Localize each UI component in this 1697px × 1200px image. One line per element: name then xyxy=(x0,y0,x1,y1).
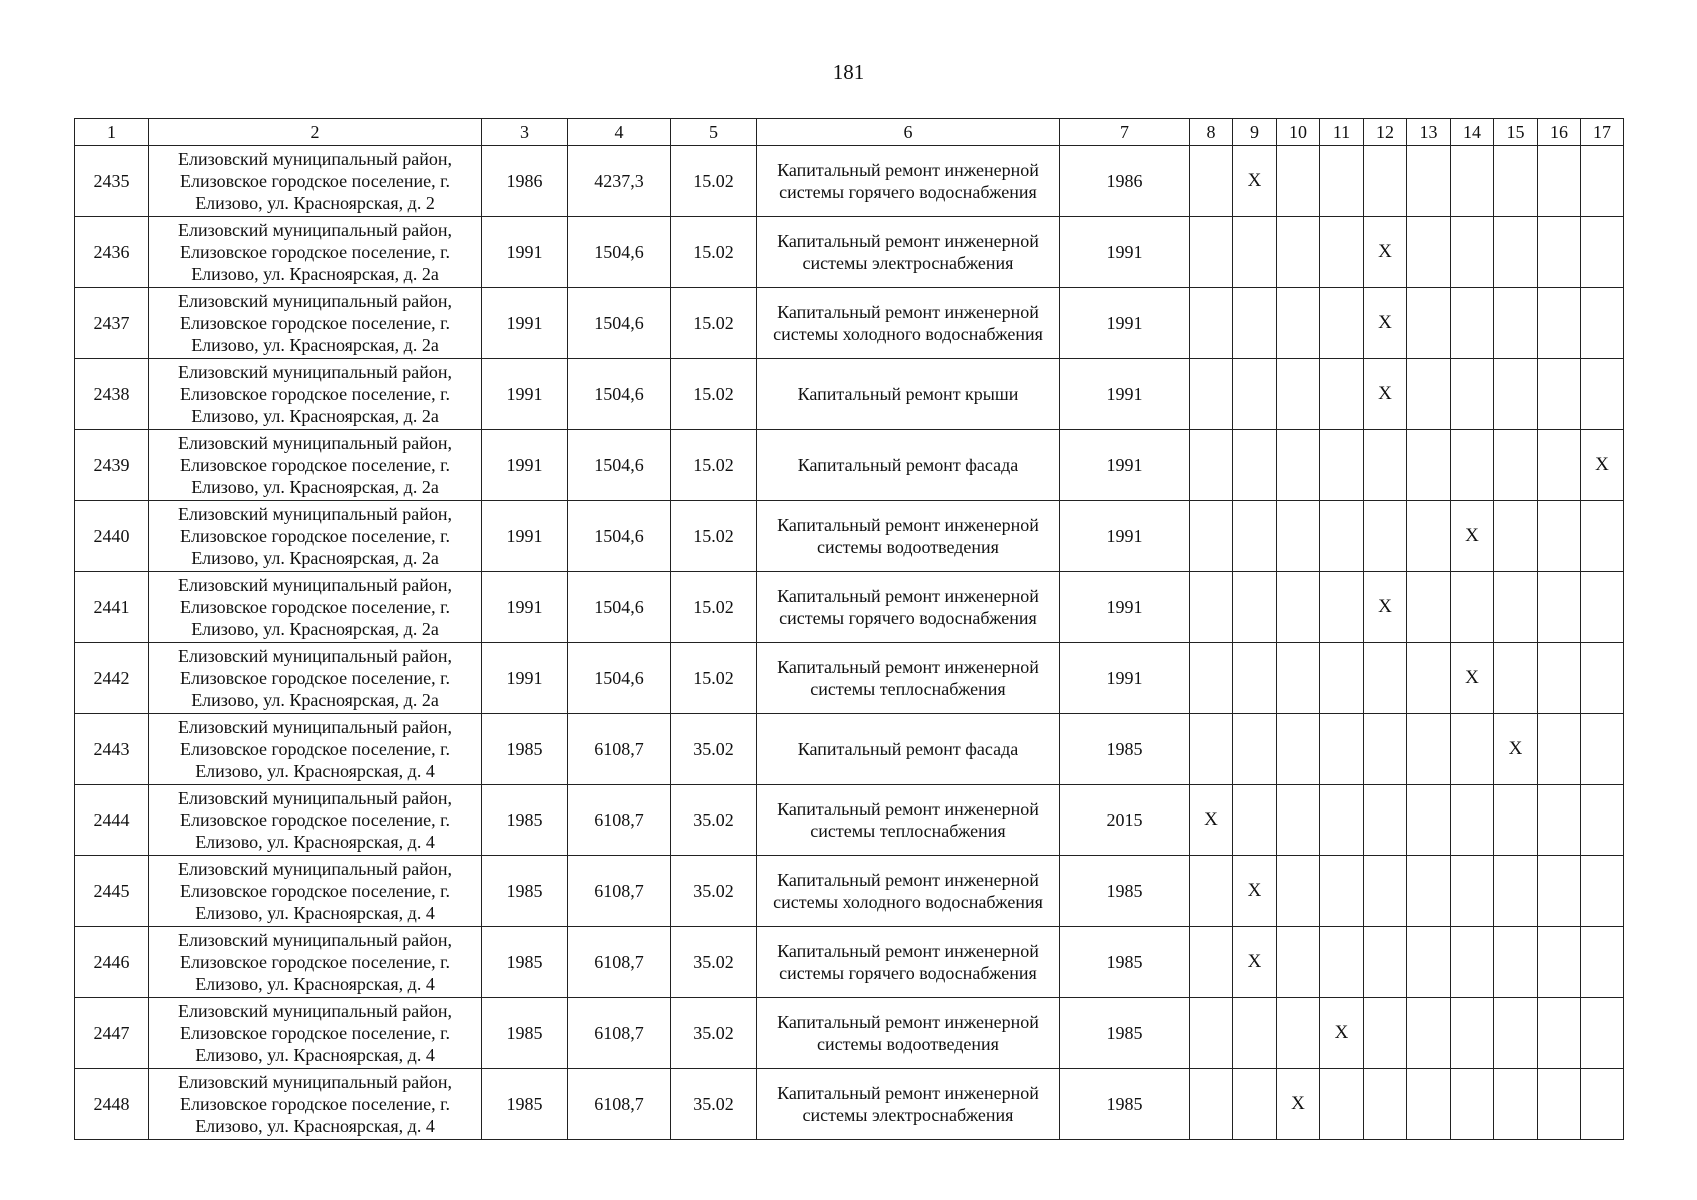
table-row xyxy=(75,572,1624,643)
period-mark-cell xyxy=(1364,856,1407,927)
column-number-row xyxy=(75,119,1624,146)
period-mark-cell xyxy=(1190,359,1233,430)
period-mark-cell: X xyxy=(1277,1069,1320,1140)
row-number-cell: 2444 xyxy=(75,785,149,856)
period-mark-cell xyxy=(1581,572,1624,643)
period-mark-cell xyxy=(1494,217,1538,288)
period-mark-cell xyxy=(1538,359,1581,430)
period-mark-cell xyxy=(1190,430,1233,501)
table-row xyxy=(75,430,1624,501)
period-mark-cell xyxy=(1190,572,1233,643)
period-mark-cell xyxy=(1233,288,1277,359)
column-number-header: 15 xyxy=(1494,119,1538,146)
period-mark-cell xyxy=(1581,146,1624,217)
period-mark-cell xyxy=(1407,217,1451,288)
period-mark-cell xyxy=(1538,146,1581,217)
period-mark-cell xyxy=(1451,714,1494,785)
row-number-cell: 2446 xyxy=(75,927,149,998)
column-number-header: 12 xyxy=(1364,119,1407,146)
last-repair-year-cell: 1991 xyxy=(1060,643,1190,714)
row-number-cell: 2447 xyxy=(75,998,149,1069)
page-number: 181 xyxy=(832,60,865,84)
area-cell: 1504,6 xyxy=(568,288,671,359)
period-mark-cell xyxy=(1320,146,1364,217)
period-mark-cell xyxy=(1407,643,1451,714)
area-cell: 6108,7 xyxy=(568,1069,671,1140)
period-mark-cell xyxy=(1277,856,1320,927)
period-mark-cell xyxy=(1233,430,1277,501)
period-mark-cell xyxy=(1581,643,1624,714)
row-number-cell: 2441 xyxy=(75,572,149,643)
rate-cell: 35.02 xyxy=(671,856,757,927)
period-mark-cell xyxy=(1320,643,1364,714)
area-cell: 1504,6 xyxy=(568,359,671,430)
period-mark-cell xyxy=(1538,288,1581,359)
period-mark-cell xyxy=(1538,572,1581,643)
period-mark-cell xyxy=(1233,359,1277,430)
period-mark-cell xyxy=(1494,785,1538,856)
period-mark-cell xyxy=(1494,1069,1538,1140)
period-mark-cell xyxy=(1581,217,1624,288)
period-mark-cell xyxy=(1277,430,1320,501)
table-row xyxy=(75,501,1624,572)
work-type-cell: Капитальный ремонт инженерной системы горячего водоснабжения xyxy=(757,927,1060,998)
area-cell: 6108,7 xyxy=(568,785,671,856)
period-mark-cell xyxy=(1190,288,1233,359)
work-type-cell: Капитальный ремонт инженерной системы водоотведения xyxy=(757,998,1060,1069)
work-type-cell: Капитальный ремонт инженерной системы горячего водоснабжения xyxy=(757,146,1060,217)
period-mark-cell: X xyxy=(1233,856,1277,927)
commission-year-cell: 1985 xyxy=(482,714,568,785)
table-row xyxy=(75,288,1624,359)
period-mark-cell xyxy=(1407,572,1451,643)
period-mark-cell xyxy=(1494,359,1538,430)
address-cell: Елизовский муниципальный район, Елизовское городское поселение, г. Елизово, ул. Красноярская, д. 4 xyxy=(149,856,482,927)
last-repair-year-cell: 1991 xyxy=(1060,430,1190,501)
period-mark-cell xyxy=(1277,501,1320,572)
period-mark-cell xyxy=(1451,856,1494,927)
work-type-cell: Капитальный ремонт инженерной системы водоотведения xyxy=(757,501,1060,572)
table-row xyxy=(75,998,1624,1069)
last-repair-year-cell: 1991 xyxy=(1060,572,1190,643)
address-cell: Елизовский муниципальный район, Елизовское городское поселение, г. Елизово, ул. Красноярская, д. 4 xyxy=(149,927,482,998)
address-cell: Елизовский муниципальный район, Елизовское городское поселение, г. Елизово, ул. Красноярская, д. 2а xyxy=(149,572,482,643)
period-mark-cell xyxy=(1451,288,1494,359)
period-mark-cell: X xyxy=(1451,643,1494,714)
rate-cell: 35.02 xyxy=(671,927,757,998)
rate-cell: 15.02 xyxy=(671,572,757,643)
period-mark-cell xyxy=(1364,1069,1407,1140)
row-number-cell: 2437 xyxy=(75,288,149,359)
period-mark-cell xyxy=(1364,785,1407,856)
period-mark-cell xyxy=(1233,998,1277,1069)
rate-cell: 35.02 xyxy=(671,785,757,856)
area-cell: 1504,6 xyxy=(568,643,671,714)
period-mark-cell xyxy=(1581,998,1624,1069)
last-repair-year-cell: 1985 xyxy=(1060,998,1190,1069)
column-number-header: 4 xyxy=(568,119,671,146)
period-mark-cell xyxy=(1538,217,1581,288)
period-mark-cell xyxy=(1364,643,1407,714)
commission-year-cell: 1991 xyxy=(482,572,568,643)
period-mark-cell xyxy=(1190,998,1233,1069)
period-mark-cell xyxy=(1277,217,1320,288)
period-mark-cell xyxy=(1233,572,1277,643)
period-mark-cell xyxy=(1451,572,1494,643)
rate-cell: 15.02 xyxy=(671,217,757,288)
period-mark-cell xyxy=(1407,714,1451,785)
column-number-header: 5 xyxy=(671,119,757,146)
rate-cell: 15.02 xyxy=(671,643,757,714)
period-mark-cell xyxy=(1494,927,1538,998)
row-number-cell: 2445 xyxy=(75,856,149,927)
area-cell: 1504,6 xyxy=(568,501,671,572)
period-mark-cell xyxy=(1364,927,1407,998)
period-mark-cell xyxy=(1320,430,1364,501)
last-repair-year-cell: 1985 xyxy=(1060,714,1190,785)
work-type-cell: Капитальный ремонт инженерной системы холодного водоснабжения xyxy=(757,856,1060,927)
area-cell: 6108,7 xyxy=(568,856,671,927)
period-mark-cell xyxy=(1581,288,1624,359)
period-mark-cell xyxy=(1581,856,1624,927)
period-mark-cell xyxy=(1364,146,1407,217)
period-mark-cell xyxy=(1407,288,1451,359)
period-mark-cell xyxy=(1407,146,1451,217)
last-repair-year-cell: 1985 xyxy=(1060,1069,1190,1140)
area-cell: 6108,7 xyxy=(568,927,671,998)
area-cell: 6108,7 xyxy=(568,998,671,1069)
address-cell: Елизовский муниципальный район, Елизовское городское поселение, г. Елизово, ул. Красноярская, д. 4 xyxy=(149,1069,482,1140)
commission-year-cell: 1991 xyxy=(482,288,568,359)
last-repair-year-cell: 1991 xyxy=(1060,359,1190,430)
column-number-header: 14 xyxy=(1451,119,1494,146)
row-number-cell: 2442 xyxy=(75,643,149,714)
row-number-cell: 2435 xyxy=(75,146,149,217)
period-mark-cell xyxy=(1277,146,1320,217)
table-row xyxy=(75,217,1624,288)
period-mark-cell xyxy=(1451,217,1494,288)
last-repair-year-cell: 1991 xyxy=(1060,501,1190,572)
period-mark-cell: X xyxy=(1364,359,1407,430)
period-mark-cell xyxy=(1190,217,1233,288)
rate-cell: 35.02 xyxy=(671,714,757,785)
column-number-header: 3 xyxy=(482,119,568,146)
period-mark-cell xyxy=(1451,785,1494,856)
period-mark-cell xyxy=(1407,430,1451,501)
commission-year-cell: 1991 xyxy=(482,359,568,430)
period-mark-cell xyxy=(1320,217,1364,288)
commission-year-cell: 1991 xyxy=(482,430,568,501)
commission-year-cell: 1991 xyxy=(482,501,568,572)
address-cell: Елизовский муниципальный район, Елизовское городское поселение, г. Елизово, ул. Красноярская, д. 2а xyxy=(149,217,482,288)
period-mark-cell xyxy=(1581,714,1624,785)
period-mark-cell xyxy=(1320,572,1364,643)
period-mark-cell xyxy=(1190,501,1233,572)
period-mark-cell xyxy=(1407,785,1451,856)
period-mark-cell xyxy=(1538,430,1581,501)
rate-cell: 35.02 xyxy=(671,998,757,1069)
period-mark-cell xyxy=(1407,856,1451,927)
last-repair-year-cell: 1985 xyxy=(1060,856,1190,927)
rate-cell: 15.02 xyxy=(671,430,757,501)
column-number-header: 8 xyxy=(1190,119,1233,146)
work-type-cell: Капитальный ремонт инженерной системы теплоснабжения xyxy=(757,643,1060,714)
work-type-cell: Капитальный ремонт фасада xyxy=(757,430,1060,501)
period-mark-cell xyxy=(1320,359,1364,430)
period-mark-cell: X xyxy=(1190,785,1233,856)
period-mark-cell: X xyxy=(1364,572,1407,643)
period-mark-cell xyxy=(1538,1069,1581,1140)
period-mark-cell xyxy=(1190,714,1233,785)
row-number-cell: 2436 xyxy=(75,217,149,288)
period-mark-cell: X xyxy=(1581,430,1624,501)
commission-year-cell: 1985 xyxy=(482,856,568,927)
period-mark-cell xyxy=(1494,288,1538,359)
commission-year-cell: 1986 xyxy=(482,146,568,217)
column-number-header: 2 xyxy=(149,119,482,146)
last-repair-year-cell: 1991 xyxy=(1060,288,1190,359)
work-type-cell: Капитальный ремонт фасада xyxy=(757,714,1060,785)
period-mark-cell xyxy=(1190,643,1233,714)
table-row xyxy=(75,927,1624,998)
period-mark-cell xyxy=(1494,430,1538,501)
period-mark-cell xyxy=(1407,998,1451,1069)
work-type-cell: Капитальный ремонт инженерной системы теплоснабжения xyxy=(757,785,1060,856)
period-mark-cell xyxy=(1451,146,1494,217)
period-mark-cell xyxy=(1364,430,1407,501)
rate-cell: 15.02 xyxy=(671,288,757,359)
address-cell: Елизовский муниципальный район, Елизовское городское поселение, г. Елизово, ул. Красноярская, д. 2а xyxy=(149,430,482,501)
table-row xyxy=(75,146,1624,217)
period-mark-cell xyxy=(1538,501,1581,572)
period-mark-cell xyxy=(1190,146,1233,217)
period-mark-cell xyxy=(1320,856,1364,927)
period-mark-cell xyxy=(1538,785,1581,856)
column-number-header: 10 xyxy=(1277,119,1320,146)
table-row xyxy=(75,1069,1624,1140)
period-mark-cell xyxy=(1581,359,1624,430)
period-mark-cell xyxy=(1538,643,1581,714)
table-body xyxy=(75,146,1624,1140)
row-number-cell: 2443 xyxy=(75,714,149,785)
period-mark-cell xyxy=(1581,785,1624,856)
period-mark-cell xyxy=(1320,1069,1364,1140)
address-cell: Елизовский муниципальный район, Елизовское городское поселение, г. Елизово, ул. Красноярская, д. 2а xyxy=(149,643,482,714)
last-repair-year-cell: 1986 xyxy=(1060,146,1190,217)
period-mark-cell xyxy=(1364,501,1407,572)
period-mark-cell xyxy=(1233,501,1277,572)
capital-repair-table xyxy=(74,118,1624,1140)
period-mark-cell xyxy=(1494,856,1538,927)
period-mark-cell xyxy=(1277,714,1320,785)
period-mark-cell xyxy=(1538,714,1581,785)
column-number-header: 16 xyxy=(1538,119,1581,146)
period-mark-cell xyxy=(1233,217,1277,288)
last-repair-year-cell: 1991 xyxy=(1060,217,1190,288)
area-cell: 4237,3 xyxy=(568,146,671,217)
rate-cell: 15.02 xyxy=(671,501,757,572)
work-type-cell: Капитальный ремонт инженерной системы электроснабжения xyxy=(757,217,1060,288)
rate-cell: 15.02 xyxy=(671,146,757,217)
address-cell: Елизовский муниципальный район, Елизовское городское поселение, г. Елизово, ул. Красноярская, д. 2 xyxy=(149,146,482,217)
period-mark-cell xyxy=(1364,998,1407,1069)
work-type-cell: Капитальный ремонт инженерной системы горячего водоснабжения xyxy=(757,572,1060,643)
column-number-header: 1 xyxy=(75,119,149,146)
commission-year-cell: 1985 xyxy=(482,1069,568,1140)
period-mark-cell: X xyxy=(1233,146,1277,217)
row-number-cell: 2438 xyxy=(75,359,149,430)
period-mark-cell xyxy=(1190,927,1233,998)
address-cell: Елизовский муниципальный район, Елизовское городское поселение, г. Елизово, ул. Красноярская, д. 2а xyxy=(149,288,482,359)
period-mark-cell xyxy=(1538,998,1581,1069)
address-cell: Елизовский муниципальный район, Елизовское городское поселение, г. Елизово, ул. Красноярская, д. 2а xyxy=(149,501,482,572)
last-repair-year-cell: 1985 xyxy=(1060,927,1190,998)
period-mark-cell xyxy=(1494,501,1538,572)
period-mark-cell xyxy=(1407,1069,1451,1140)
period-mark-cell xyxy=(1581,927,1624,998)
rate-cell: 35.02 xyxy=(671,1069,757,1140)
period-mark-cell xyxy=(1538,856,1581,927)
work-type-cell: Капитальный ремонт инженерной системы электроснабжения xyxy=(757,1069,1060,1140)
column-number-header: 9 xyxy=(1233,119,1277,146)
period-mark-cell xyxy=(1277,572,1320,643)
period-mark-cell xyxy=(1494,572,1538,643)
area-cell: 1504,6 xyxy=(568,430,671,501)
table-row xyxy=(75,714,1624,785)
commission-year-cell: 1985 xyxy=(482,785,568,856)
column-number-header: 13 xyxy=(1407,119,1451,146)
period-mark-cell xyxy=(1190,856,1233,927)
table-row xyxy=(75,643,1624,714)
period-mark-cell xyxy=(1277,359,1320,430)
table-row xyxy=(75,856,1624,927)
period-mark-cell xyxy=(1233,714,1277,785)
period-mark-cell: X xyxy=(1494,714,1538,785)
area-cell: 1504,6 xyxy=(568,572,671,643)
period-mark-cell xyxy=(1277,927,1320,998)
area-cell: 1504,6 xyxy=(568,217,671,288)
area-cell: 6108,7 xyxy=(568,714,671,785)
period-mark-cell xyxy=(1451,359,1494,430)
period-mark-cell xyxy=(1407,501,1451,572)
commission-year-cell: 1985 xyxy=(482,998,568,1069)
period-mark-cell xyxy=(1451,430,1494,501)
row-number-cell: 2439 xyxy=(75,430,149,501)
period-mark-cell xyxy=(1320,927,1364,998)
commission-year-cell: 1991 xyxy=(482,643,568,714)
period-mark-cell: X xyxy=(1364,288,1407,359)
work-type-cell: Капитальный ремонт инженерной системы холодного водоснабжения xyxy=(757,288,1060,359)
address-cell: Елизовский муниципальный район, Елизовское городское поселение, г. Елизово, ул. Красноярская, д. 4 xyxy=(149,785,482,856)
period-mark-cell xyxy=(1320,288,1364,359)
period-mark-cell xyxy=(1320,785,1364,856)
period-mark-cell xyxy=(1277,785,1320,856)
period-mark-cell: X xyxy=(1364,217,1407,288)
column-number-header: 6 xyxy=(757,119,1060,146)
address-cell: Елизовский муниципальный район, Елизовское городское поселение, г. Елизово, ул. Красноярская, д. 2а xyxy=(149,359,482,430)
address-cell: Елизовский муниципальный район, Елизовское городское поселение, г. Елизово, ул. Красноярская, д. 4 xyxy=(149,714,482,785)
period-mark-cell xyxy=(1451,998,1494,1069)
period-mark-cell xyxy=(1494,643,1538,714)
table-row xyxy=(75,359,1624,430)
column-number-header: 11 xyxy=(1320,119,1364,146)
commission-year-cell: 1985 xyxy=(482,927,568,998)
period-mark-cell xyxy=(1233,643,1277,714)
period-mark-cell: X xyxy=(1320,998,1364,1069)
period-mark-cell xyxy=(1451,1069,1494,1140)
period-mark-cell xyxy=(1581,501,1624,572)
period-mark-cell: X xyxy=(1233,927,1277,998)
commission-year-cell: 1991 xyxy=(482,217,568,288)
period-mark-cell xyxy=(1320,714,1364,785)
rate-cell: 15.02 xyxy=(671,359,757,430)
period-mark-cell xyxy=(1407,359,1451,430)
period-mark-cell xyxy=(1277,998,1320,1069)
column-number-header: 7 xyxy=(1060,119,1190,146)
work-type-cell: Капитальный ремонт крыши xyxy=(757,359,1060,430)
period-mark-cell: X xyxy=(1451,501,1494,572)
table-row xyxy=(75,785,1624,856)
row-number-cell: 2440 xyxy=(75,501,149,572)
column-number-header: 17 xyxy=(1581,119,1624,146)
period-mark-cell xyxy=(1407,927,1451,998)
period-mark-cell xyxy=(1233,785,1277,856)
period-mark-cell xyxy=(1538,927,1581,998)
period-mark-cell xyxy=(1451,927,1494,998)
period-mark-cell xyxy=(1494,998,1538,1069)
address-cell: Елизовский муниципальный район, Елизовское городское поселение, г. Елизово, ул. Красноярская, д. 4 xyxy=(149,998,482,1069)
period-mark-cell xyxy=(1494,146,1538,217)
period-mark-cell xyxy=(1190,1069,1233,1140)
period-mark-cell xyxy=(1233,1069,1277,1140)
row-number-cell: 2448 xyxy=(75,1069,149,1140)
period-mark-cell xyxy=(1364,714,1407,785)
period-mark-cell xyxy=(1277,288,1320,359)
period-mark-cell xyxy=(1277,643,1320,714)
last-repair-year-cell: 2015 xyxy=(1060,785,1190,856)
period-mark-cell xyxy=(1320,501,1364,572)
period-mark-cell xyxy=(1581,1069,1624,1140)
